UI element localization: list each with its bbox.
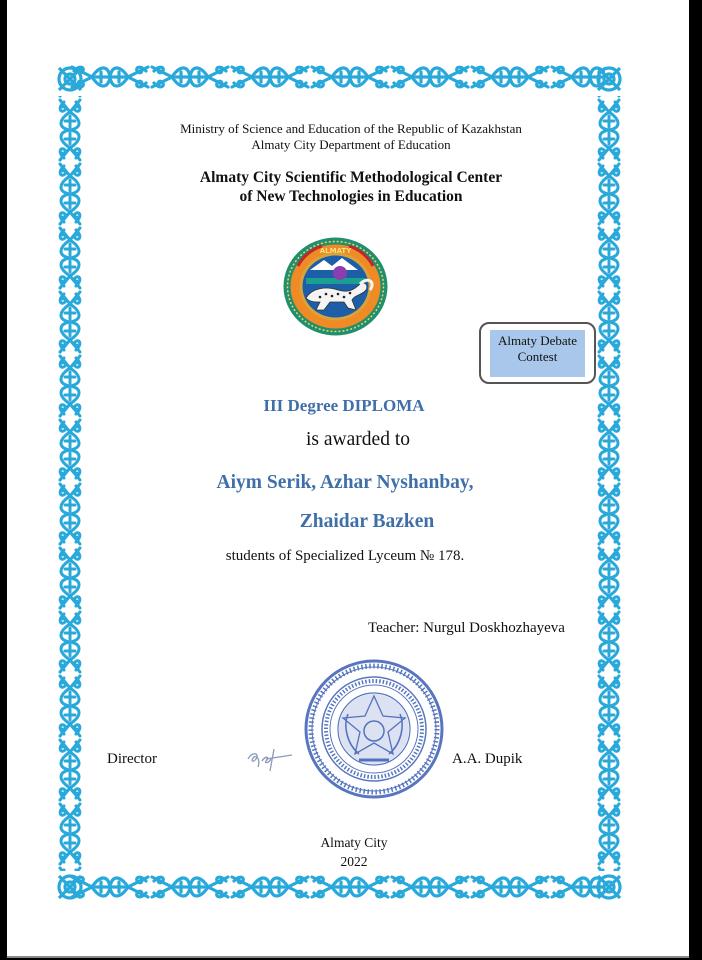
almaty-snow-leopard-emblem-icon: [282, 236, 389, 337]
svg-text:ALMATY: ALMATY: [319, 247, 352, 255]
ministry-line-1: Ministry of Science and Education of the Republic of Kazakhstan: [180, 121, 522, 136]
director-label: Director: [107, 751, 157, 767]
handwritten-signature-icon: [244, 745, 294, 775]
center-line-2: of New Technologies in Education: [239, 188, 463, 205]
issue-city: Almaty City: [320, 835, 388, 850]
ministry-line-2: Almaty City Department of Education: [251, 137, 451, 152]
contest-line-2: Contest: [517, 349, 558, 364]
issue-place-and-year: [3, 833, 702, 871]
teacher-name: Teacher: Nurgul Doskhozhayeva: [368, 620, 565, 636]
director-name: A.A. Dupik: [452, 751, 523, 767]
official-round-stamp-icon: [303, 658, 445, 800]
recipient-names-line-1: Aiym Serik, Azhar Nyshanbay,: [216, 472, 474, 493]
center-line-1: Almaty City Scientific Methodological Center: [199, 169, 503, 186]
diploma-degree-title: III Degree DIPLOMA: [263, 396, 425, 415]
contest-label-fill: [490, 330, 585, 377]
recipient-names-line-2: Zhaidar Bazken: [299, 511, 435, 532]
center-heading: [0, 168, 702, 206]
contest-label-box: [479, 322, 596, 384]
ministry-heading: [0, 121, 702, 153]
students-of-text: students of Specialized Lyceum № 178.: [225, 548, 465, 564]
issue-year: 2022: [340, 854, 368, 869]
contest-line-1: Almaty Debate: [497, 333, 578, 348]
awarded-to-text: is awarded to: [306, 429, 410, 450]
